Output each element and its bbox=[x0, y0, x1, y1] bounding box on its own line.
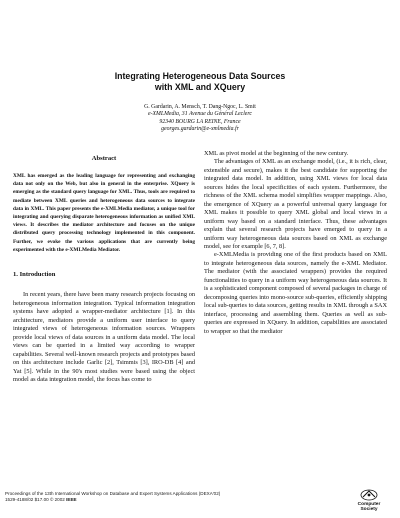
introduction-heading: 1. Introduction bbox=[13, 271, 56, 279]
author-names: G. Gardarin, A. Mensch, T. Dang-Ngoc, L. Smit bbox=[144, 104, 256, 110]
footer-proceedings: Proceedings of the 13th International Workshop on Database and Expert Systems Applications (DEXA'02) bbox=[5, 491, 221, 496]
right-paragraph-1: XML as pivot model at the beginning of the new century. bbox=[204, 150, 349, 157]
right-paragraph-3: e-XMLMedia is providing one of the first products based on XML to integrate heterogeneous data sources, namely the e-XML Mediator. The mediator (with the associated wrappers) provides the required functionalities to query in a uniform way heterogeneous data sources. It is a sophisticated component composed of several packages in charge of decomposing queries into mono-source sub-queries, efficiently shipping local sub-queries to data sources, getting results in XML through a SAX interface, processing and assembling them. Queries as well as sub-queries are expressed in XQuery. In addition, capabilities are associated to wrapper so that the mediator bbox=[204, 251, 387, 335]
paper-title bbox=[60, 71, 340, 93]
ieee-mark: IEEE bbox=[66, 497, 77, 502]
right-paragraph-2: The advantages of XML as an exchange model, (i.e., it is rich, clear, extensible and secure), makes it the best candidate for supporting the integrated data model. In addition, using XML views for local data sources hides the local specificities of each system. Furthermore, the richness of the XML schema model simplifies wrapper mappings. Also, the emergence of XQuery as a powerful universal query language for XML makes it possible to query XML global and local views in a uniform way based on a standard interface. Thus, these advantages explain that several research projects have emerged to query in a uniform way heterogeneous data sources based on XML as exchange model, see for example [6, 7, 8]. bbox=[204, 158, 387, 250]
computer-society-logo bbox=[346, 489, 392, 512]
abstract-text: XML has emerged as the leading language for representing and exchanging data not only on the Web, but also in general in the enterprise. XQuery is emerging as the standard query language for XML. Thus, tools are required to mediate between XML queries and heterogeneous data sources to integrate data in XML. This paper presents the e-XMLMedia mediator, a unique tool for integrating and querying disparate heterogeneous information as unified XML views. It describes the mediator architecture and focuses on the unique distributed query processing technology implemented in this component. Further, we evoke the various applications that are currently being experimented with the e-XMLMedia Mediator. bbox=[13, 173, 195, 253]
title-line-2: with XML and XQuery bbox=[154, 82, 246, 92]
left-column bbox=[13, 150, 195, 385]
logo-line-2: Society bbox=[360, 507, 378, 513]
affiliation-line-1: e-XMLMedia, 31 Avenue du Général Leclerc bbox=[148, 111, 252, 118]
abstract-heading: Abstract bbox=[91, 155, 117, 162]
right-column bbox=[204, 150, 387, 336]
intro-paragraph: In recent years, there have been many research projects focusing on heterogeneous information integration. Typical information integration systems have adopted a wrapper-mediator architecture [1]. In this architecture, mediators provide a uniform user interface to query integrated views of heterogeneous information sources. Wrappers provide local views of data sources in a uniform data model. The local views can be queried in a limited way according to wrapper capabilities. Several well-known research projects and prototypes based on this architecture include Garlic [2], Tsimmis [3], IRO-DB [4] and Yat [5]. While in the 90's most studies were based using the object model as data integration model, the focus has come to bbox=[13, 291, 195, 384]
logo-line-1: Computer bbox=[357, 502, 381, 507]
computer-society-emblem-icon bbox=[360, 489, 378, 501]
page-footer bbox=[5, 491, 220, 503]
author-email: georges.gardarin@e-xmlmedia.fr bbox=[161, 125, 239, 132]
author-block bbox=[80, 104, 320, 133]
title-line-1: Integrating Heterogeneous Data Sources bbox=[114, 71, 286, 81]
affiliation-line-2: 92340 BOURG LA REINE, France bbox=[159, 118, 241, 125]
footer-copyright: 1529-4188/02 $17.00 © 2002 IEEE bbox=[5, 497, 77, 502]
